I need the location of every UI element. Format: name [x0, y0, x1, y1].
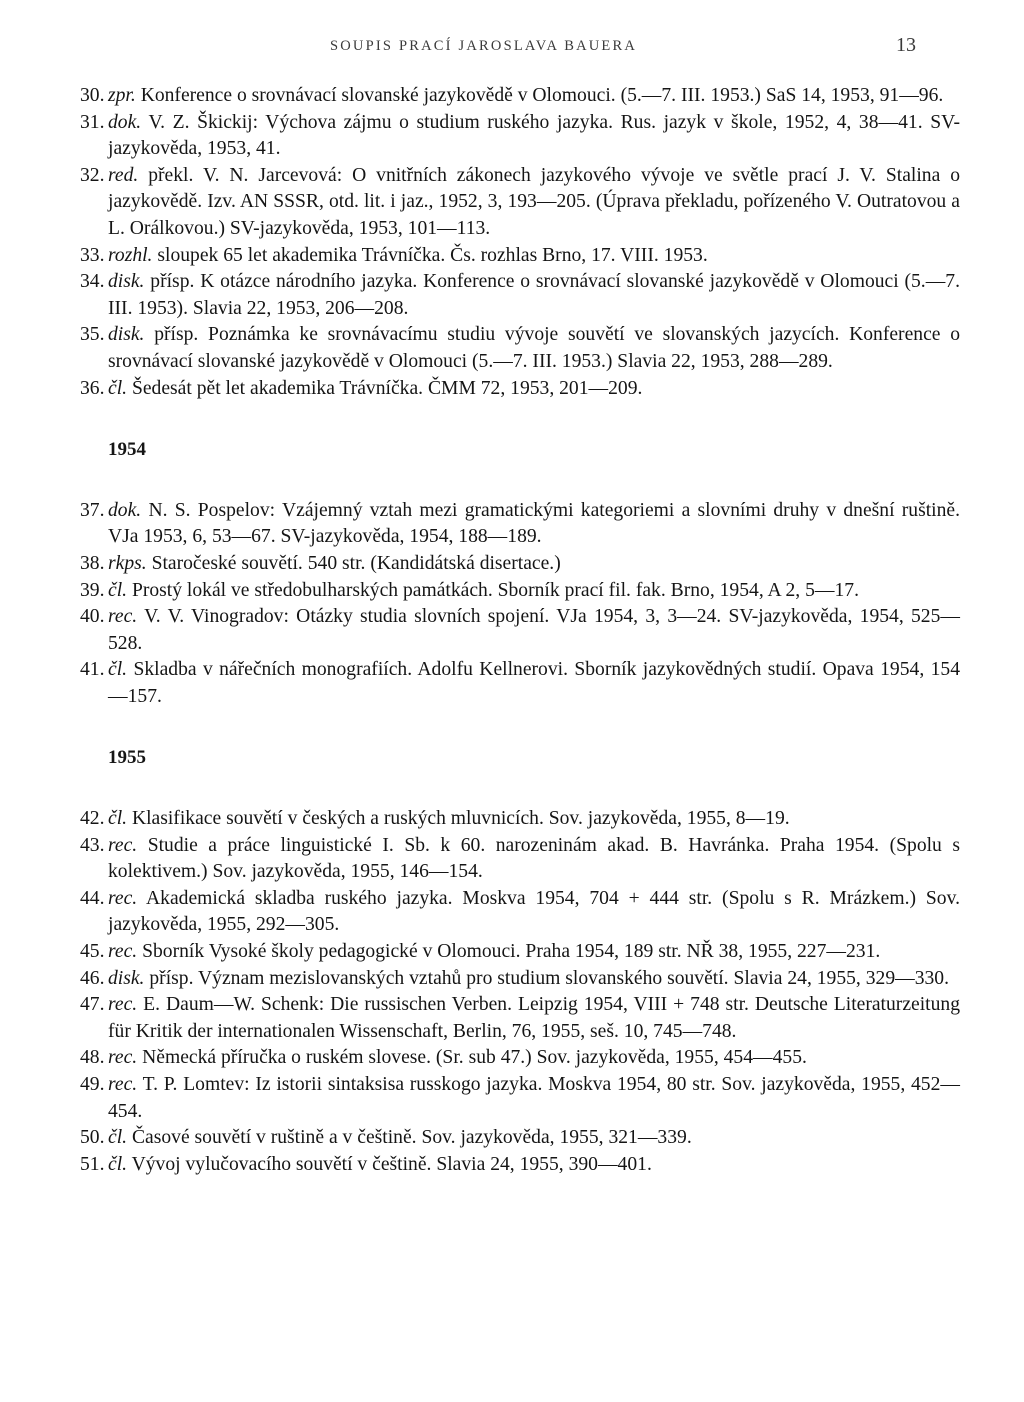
entry-number: 43. [80, 834, 105, 856]
entry-citation: Vývoj vylučovacího souvětí v češtině. Slavia 24, 1955, 390—401. [131, 1153, 652, 1175]
entry-text-block [108, 376, 960, 403]
entry-number: 40. [80, 606, 105, 628]
entry-number: 37. [80, 499, 105, 521]
bibliography-entry [80, 992, 960, 1045]
entry-citation: Klasifikace souvětí v českých a ruských mluvnicích. Sov. jazykověda, 1955, 8—19. [131, 808, 790, 830]
entry-type-tag: dok. [108, 499, 142, 521]
running-title: SOUPIS PRACÍ JAROSLAVA BAUERA [330, 38, 638, 54]
entry-text-block [108, 498, 960, 551]
bibliography-entry [80, 578, 960, 605]
entry-citation: N. S. Pospelov: Vzájemný vztah mezi gramatickými kategoriemi a slovními druhy v dnešní ruštině. VJa 1953, 6, 53—67. SV-jazykověda, 1954, 188—189. [108, 499, 960, 548]
bibliography-entry [80, 243, 960, 270]
bibliography-entry [80, 966, 960, 993]
bibliography-entry [80, 806, 960, 833]
entry-citation: přísp. Význam mezislovanských vztahů pro studium slovanského souvětí. Slavia 24, 1955, 329—330. [149, 967, 949, 989]
entry-type-tag: čl. [108, 659, 128, 681]
entry-citation: V. V. Vinogradov: Otázky studia slovních spojení. VJa 1954, 3, 3—24. SV-jazykověda, 1954, 525—528. [108, 606, 960, 654]
bibliography-entry [80, 1072, 960, 1125]
entry-text-block [108, 83, 960, 110]
page-header [0, 34, 1024, 62]
entry-number: 44. [80, 887, 105, 909]
entry-text-block [108, 657, 960, 710]
entry-text-block [108, 604, 960, 657]
bibliography-list [80, 83, 960, 1178]
entry-citation: T. P. Lomtev: Iz istorii sintaksisa russkogo jazyka. Moskva 1954, 80 str. Sov. jazykověda, 1955, 452—454. [108, 1074, 960, 1122]
entry-text-block [108, 1072, 960, 1125]
entry-citation: Šedesát pět let akademika Trávníčka. ČMM 72, 1953, 201—209. [131, 377, 643, 399]
entry-type-tag: rec. [108, 887, 138, 909]
entry-text-block [108, 992, 960, 1045]
entry-type-tag: disk. [108, 967, 145, 989]
bibliography-entry [80, 163, 960, 243]
entry-citation: Časové souvětí v ruštině a v češtině. Sov. jazykověda, 1955, 321—339. [131, 1127, 692, 1149]
entry-text-block [108, 1125, 960, 1152]
entry-number: 46. [80, 967, 105, 989]
entry-citation: Akademická skladba ruského jazyka. Moskva 1954, 704 + 444 str. (Spolu s R. Mrázkem.) Sov. jazykověda, 1955, 292—305. [108, 887, 960, 936]
entry-number: 48. [80, 1047, 105, 1069]
entry-type-tag: čl. [108, 1127, 128, 1149]
entry-type-tag: disk. [108, 271, 145, 293]
bibliography-entry [80, 498, 960, 551]
entry-number: 36. [80, 377, 105, 399]
entry-number: 49. [80, 1074, 105, 1095]
year-heading: 1955 [108, 747, 146, 769]
entry-number: 31. [80, 111, 105, 133]
entry-number: 50. [80, 1127, 105, 1149]
entry-text-block [108, 939, 960, 966]
entry-number: 51. [80, 1153, 105, 1175]
bibliography-entry [80, 322, 960, 375]
entry-number: 33. [80, 244, 105, 266]
entry-text-block [108, 110, 960, 163]
entry-type-tag: čl. [108, 1153, 128, 1175]
bibliography-entry [80, 886, 960, 939]
entry-type-tag: rkps. [108, 552, 147, 574]
entry-citation: Skladba v nářečních monografiích. Adolfu Kellnerovi. Sborník jazykovědných studií. Opava 1954, 154—157. [108, 659, 960, 707]
entry-number: 34. [80, 271, 105, 293]
entry-citation: přísp. K otázce národního jazyka. Konference o srovnávací slovanské jazykovědě v Olomouci (5.—7. III. 1953). Slavia 22, 1953, 206—208. [108, 271, 960, 319]
entry-citation: překl. V. N. Jarcevová: O vnitřních zákonech jazykového vývoje ve světle prací J. V. Stalina o jazykovědě. Izv. AN SSSR, otd. lit. i jaz., 1952, 3, 193—205. (Úprava překladu, pořízeného V. Outratovou a L. Orálkovou.) SV-jazykověda, 1953, 101—113. [108, 164, 961, 239]
entry-number: 32. [80, 164, 105, 186]
year-heading: 1954 [108, 439, 146, 461]
entry-type-tag: rec. [108, 1047, 138, 1069]
bibliography-entry [80, 833, 960, 886]
bibliography-entry [80, 939, 960, 966]
entry-type-tag: rec. [108, 994, 138, 1016]
entry-number: 42. [80, 808, 105, 830]
entry-citation: Staročeské souvětí. 540 str. (Kandidátská disertace.) [151, 552, 561, 574]
bibliography-entry [80, 83, 960, 110]
entry-text-block [108, 322, 960, 375]
bibliography-entry [80, 110, 960, 163]
entry-type-tag: rec. [108, 834, 138, 856]
entry-type-tag: čl. [108, 808, 128, 830]
entry-type-tag: čl. [108, 377, 128, 399]
entry-citation: Studie a práce linguistické I. Sb. k 60. narozeninám akad. B. Havránka. Praha 1954. (Spolu s kolektivem.) Sov. jazykověda, 1955, 146—154. [108, 834, 960, 883]
entry-citation: E. Daum—W. Schenk: Die russischen Verben. Leipzig 1954, VIII + 748 str. Deutsche Literaturzeitung für Kritik der internationalen Wissenschaft, Berlin, 76, 1955, seš. 10, 745—748. [108, 994, 960, 1042]
entry-text-block [108, 833, 960, 886]
entry-text-block [108, 243, 960, 270]
entry-type-tag: disk. [108, 324, 145, 346]
entry-type-tag: dok. [108, 111, 142, 133]
entry-type-tag: zpr. [108, 85, 136, 106]
bibliography-entry [80, 376, 960, 403]
entry-text-block [108, 1045, 960, 1072]
entry-text-block [108, 966, 960, 993]
entry-citation: V. Z. Škickij: Výchova zájmu o studium ruského jazyka. Rus. jazyk v škole, 1952, 4, 38—41. SV-jazykověda, 1953, 41. [108, 111, 960, 160]
entry-citation: Konference o srovnávací slovanské jazykovědě v Olomouci. (5.—7. III. 1953.) SaS 14, 1953, 91—96. [140, 85, 944, 106]
entry-citation: Německá příručka o ruském slovese. (Sr. sub 47.) Sov. jazykověda, 1955, 454—455. [142, 1047, 807, 1069]
entry-text-block [108, 163, 960, 243]
entry-text-block [108, 551, 960, 578]
entry-number: 35. [80, 324, 105, 346]
entry-number: 39. [80, 579, 105, 601]
entry-text-block [108, 1152, 960, 1179]
bibliography-entry [80, 657, 960, 710]
entry-text-block [108, 269, 960, 322]
entry-citation: přísp. Poznámka ke srovnávacímu studiu vývoje souvětí ve slovanských jazycích. Konference o srovnávací slovanské jazykovědě v Olomouci (5.—7. III. 1953.) Slavia 22, 1953, 288—289. [108, 324, 960, 372]
entry-text-block [108, 578, 960, 605]
bibliography-entry [80, 1125, 960, 1152]
entry-text-block [108, 806, 960, 833]
entry-number: 45. [80, 941, 105, 963]
bibliography-entry [80, 269, 960, 322]
entry-type-tag: čl. [108, 579, 128, 601]
bibliography-entry [80, 1045, 960, 1072]
entry-type-tag: rozhl. [108, 244, 153, 266]
entry-number: 38. [80, 552, 105, 574]
bibliography-entry [80, 551, 960, 578]
entry-citation: Prostý lokál ve středobulharských památkách. Sborník prací fil. fak. Brno, 1954, A 2, 5—17. [131, 579, 859, 601]
entry-number: 41. [80, 659, 105, 681]
entry-type-tag: red. [108, 164, 139, 186]
entry-type-tag: rec. [108, 606, 138, 628]
entry-number: 30. [80, 85, 105, 106]
entry-type-tag: rec. [108, 941, 138, 963]
entry-citation: sloupek 65 let akademika Trávníčka. Čs. rozhlas Brno, 17. VIII. 1953. [157, 244, 708, 266]
bibliography-entry [80, 604, 960, 657]
entry-number: 47. [80, 994, 105, 1016]
entry-type-tag: rec. [108, 1074, 138, 1095]
entry-citation: Sborník Vysoké školy pedagogické v Olomouci. Praha 1954, 189 str. NŘ 38, 1955, 227—231. [142, 941, 881, 963]
bibliography-entry [80, 1152, 960, 1179]
entry-text-block [108, 886, 960, 939]
page-number: 13 [896, 34, 916, 56]
